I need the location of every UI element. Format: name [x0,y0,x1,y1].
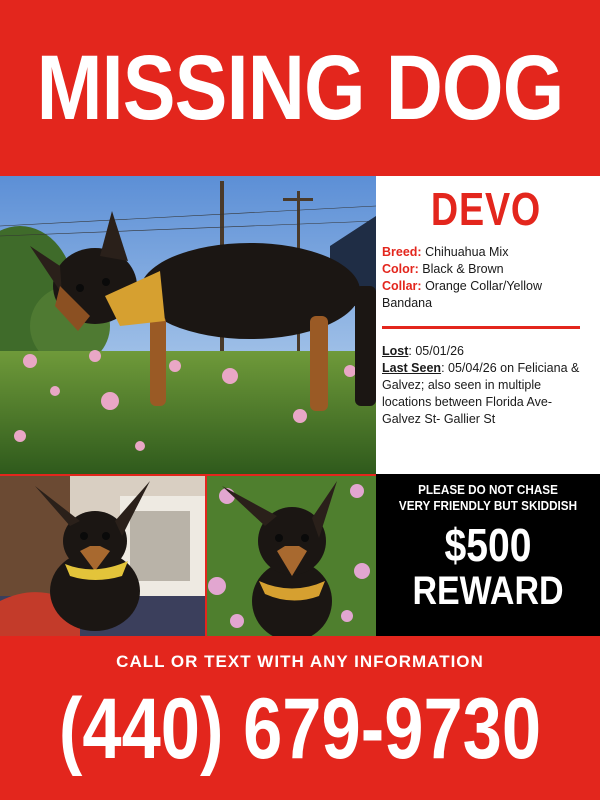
collar-value: Orange Collar/Yellow Bandana [382,279,543,310]
collar-label: Collar: [382,279,422,293]
dog-photo-flowers [207,476,376,636]
breed-value: Chihuahua Mix [421,245,509,259]
lost-label: Lost [382,344,409,358]
last-seen-value: : 05/04/26 on Feliciana & Galvez; also seen in multiple locations between Florida Ave- Galvez St- Gallier St [382,361,580,426]
dog-photo-main [0,176,376,474]
lost-details [382,343,590,428]
breed-label: Breed: [382,245,422,259]
reward-amount: $500 [444,519,532,571]
dog-details [382,244,590,312]
color-label: Color: [382,262,419,276]
warning-line-1: PLEASE DO NOT CHASE [418,482,558,497]
last-seen-label: Last Seen [382,361,442,375]
divider [382,326,580,329]
info-panel [376,176,600,474]
lost-row [382,343,590,360]
collar-row [382,278,590,312]
color-row [382,261,590,278]
dog-photo-indoor [0,476,205,636]
phone-number[interactable]: (440) 679-9730 [58,680,542,777]
dog-name: DEVO [430,183,542,235]
last-seen-row [382,360,590,428]
headline: MISSING DOG [36,36,564,139]
lost-value: : 05/01/26 [408,344,464,358]
warning-line-2: VERY FRIENDLY BUT SKIDDISH [398,498,578,513]
reward-panel [376,474,600,636]
reward-label: REWARD [412,569,564,613]
breed-row [382,244,590,261]
color-value: Black & Brown [418,262,504,276]
call-instructions: CALL OR TEXT WITH ANY INFORMATION [116,652,484,671]
